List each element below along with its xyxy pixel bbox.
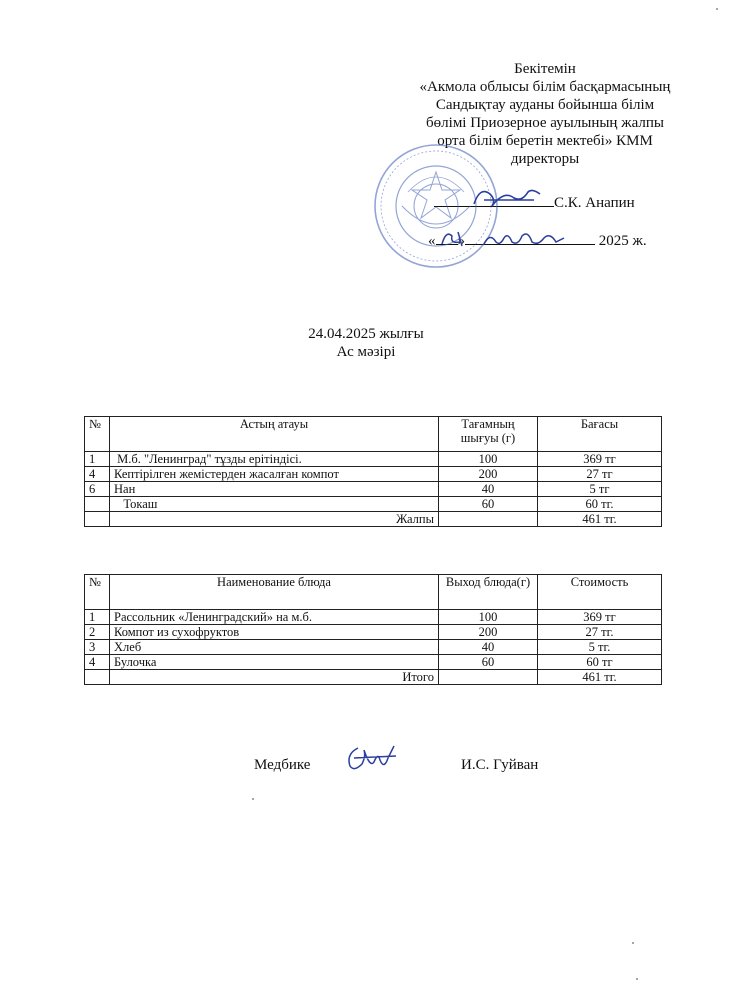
header-number: № xyxy=(85,417,110,452)
table-row xyxy=(85,467,662,482)
document-title: Ас мәзірі xyxy=(336,344,396,360)
approval-org-line-2: Сандықтау ауданы бойынша білім xyxy=(435,97,655,113)
total-value: 461 тг. xyxy=(538,512,662,527)
total-label: Жалпы xyxy=(110,512,439,527)
row-output: 100 xyxy=(439,452,538,467)
header-number: № xyxy=(85,575,110,610)
row-dish-name: Токаш xyxy=(110,497,439,512)
scan-speck xyxy=(716,8,718,10)
row-output: 40 xyxy=(439,482,538,497)
total-empty-cell xyxy=(85,512,110,527)
total-label: Итого xyxy=(110,670,439,685)
nurse-role: Медбике xyxy=(254,757,311,773)
approval-org-line-4: орта білім беретін мектебі» КММ xyxy=(437,133,653,149)
table-total-row xyxy=(85,512,662,527)
row-output: 200 xyxy=(439,467,538,482)
scan-speck xyxy=(252,798,254,800)
row-output: 60 xyxy=(439,497,538,512)
table-row xyxy=(85,482,662,497)
row-dish-name: М.б. "Ленинград" тұзды ерітіндісі. xyxy=(110,452,439,467)
row-price: 369 тг xyxy=(538,452,662,467)
scan-speck xyxy=(632,942,634,944)
document-date: 24.04.2025 жылғы xyxy=(308,326,424,342)
handwritten-date xyxy=(438,224,578,254)
row-number: 3 xyxy=(85,640,110,655)
date-close-quote: » xyxy=(457,233,465,249)
table-row xyxy=(85,625,662,640)
header-dish-name: Наименование блюда xyxy=(110,575,439,610)
approval-position: директоры xyxy=(510,151,580,167)
approval-title: Бекітемін xyxy=(514,61,576,77)
row-price: 27 тг. xyxy=(538,625,662,640)
header-output: Тағамның шығуы (г) xyxy=(439,417,538,452)
total-value: 461 тг. xyxy=(538,670,662,685)
row-dish-name: Рассольник «Ленинградский» на м.б. xyxy=(110,610,439,625)
nurse-name: И.С. Гуйван xyxy=(461,757,539,773)
date-year: 2025 ж. xyxy=(598,233,647,249)
header-output: Выход блюда(г) xyxy=(439,575,538,610)
table-row xyxy=(85,452,662,467)
row-number: 6 xyxy=(85,482,110,497)
row-price: 60 тг xyxy=(538,655,662,670)
row-price: 60 тг. xyxy=(538,497,662,512)
row-dish-name: Хлеб xyxy=(110,640,439,655)
table-row xyxy=(85,497,662,512)
row-output: 200 xyxy=(439,625,538,640)
menu-table-russian xyxy=(84,574,662,685)
row-price: 369 тг xyxy=(538,610,662,625)
row-price: 5 тг. xyxy=(538,640,662,655)
total-empty-output xyxy=(439,670,538,685)
row-number: 4 xyxy=(85,467,110,482)
scan-speck xyxy=(636,978,638,980)
row-dish-name: Кептірілген жемістерден жасалған компот xyxy=(110,467,439,482)
table-total-row xyxy=(85,670,662,685)
header-dish-name: Астың атауы xyxy=(110,417,439,452)
row-output: 60 xyxy=(439,655,538,670)
row-price: 27 тг xyxy=(538,467,662,482)
nurse-signature xyxy=(344,740,400,776)
director-signature xyxy=(470,180,550,214)
date-open-quote: « xyxy=(428,233,436,249)
header-price: Стоимость xyxy=(538,575,662,610)
total-empty-output xyxy=(439,512,538,527)
table-header-row xyxy=(85,575,662,610)
row-price: 5 тг xyxy=(538,482,662,497)
row-output: 100 xyxy=(439,610,538,625)
row-number: 2 xyxy=(85,625,110,640)
row-number: 4 xyxy=(85,655,110,670)
row-dish-name: Булочка xyxy=(110,655,439,670)
table-row xyxy=(85,610,662,625)
row-number: 1 xyxy=(85,610,110,625)
row-output: 40 xyxy=(439,640,538,655)
table-header-row xyxy=(85,417,662,452)
row-dish-name: Компот из сухофруктов xyxy=(110,625,439,640)
row-number: 1 xyxy=(85,452,110,467)
header-price: Бағасы xyxy=(538,417,662,452)
table-row xyxy=(85,640,662,655)
approval-org-line-3: бөлімі Приозерное ауылының жалпы xyxy=(426,115,664,131)
row-dish-name: Нан xyxy=(110,482,439,497)
menu-table-kazakh xyxy=(84,416,662,527)
approval-org-line-1: «Акмола облысы білім басқармасының xyxy=(419,79,671,95)
table-row xyxy=(85,655,662,670)
total-empty-cell xyxy=(85,670,110,685)
director-name: С.К. Анапин xyxy=(554,195,635,211)
row-number xyxy=(85,497,110,512)
